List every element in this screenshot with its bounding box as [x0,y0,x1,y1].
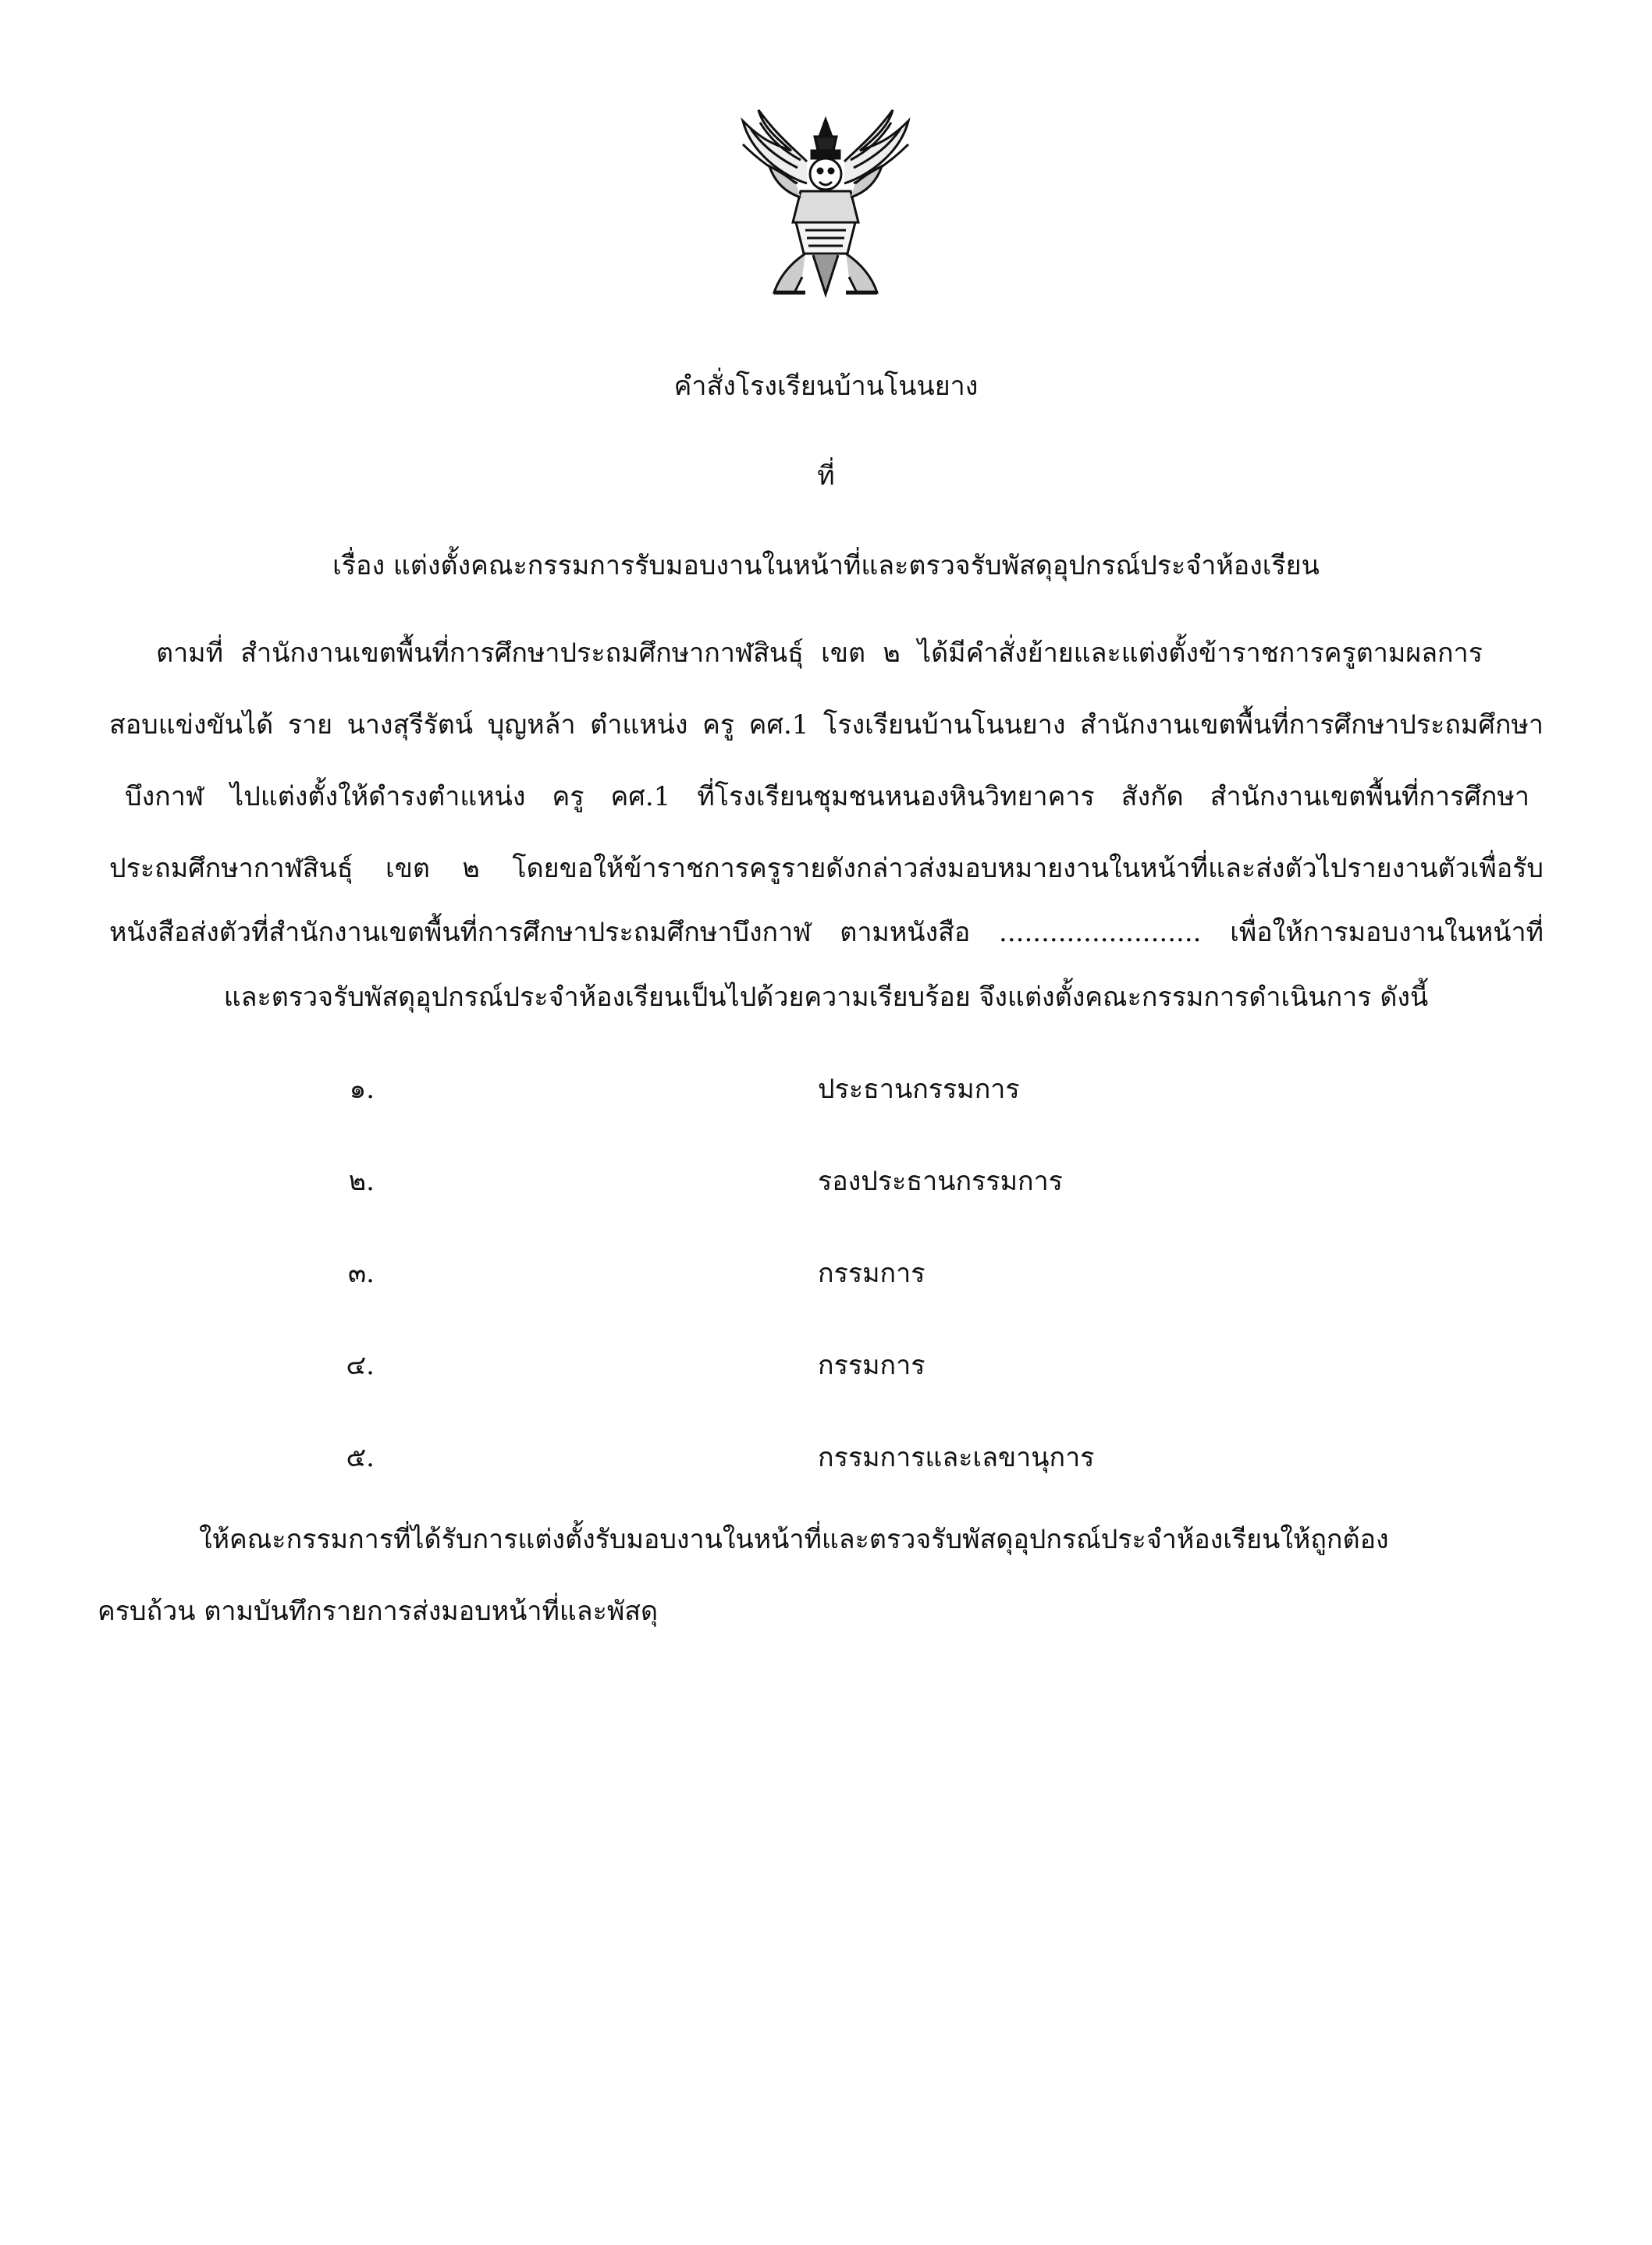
body-line-6: และตรวจรับพัสดุอุปกรณ์ประจำห้องเรียนเป็นไปด้วยความเรียบร้อย จึงแต่งตั้งคณะกรรมการดำเนินการ ดังนี้ [223,982,1429,1013]
committee-role: กรรมการและเลขานุการ [818,1442,1095,1473]
committee-role: กรรมการ [818,1350,925,1381]
body-line-4: ประถมศึกษากาฬสินธุ์ เขต ๒ โดยขอให้ข้าราชการครูรายดังกล่าวส่งมอบหมายงานในหน้าที่และส่งตัวไปรายงานตัวเพื่อรับ [109,853,1544,884]
body-line-5: หนังสือส่งตัวที่สำนักงานเขตพื้นที่การศึกษาประถมศึกษาบึงกาฬ ตามหนังสือ ........................ เพื่อให้การมอบงานในหน้าที่ [109,917,1544,948]
letter-title: คำสั่งโรงเรียนบ้านโนนยาง [673,371,979,402]
committee-number: ๕. [346,1442,375,1473]
order-number-label: ที่ [817,460,835,492]
closing-line-2: ครบถ้วน ตามบันทึกรายการส่งมอบหน้าที่และพัสดุ [98,1596,659,1627]
committee-number: ๑. [349,1074,375,1105]
committee-role: ประธานกรรมการ [818,1074,1020,1105]
closing-line-1: ให้คณะกรรมการที่ได้รับการแต่งตั้งรับมอบงานในหน้าที่และตรวจรับพัสดุอุปกรณ์ประจำห้องเรียนให้ถูกต้อง [199,1524,1389,1555]
garuda-emblem-icon [719,105,932,304]
committee-role: รองประธานกรรมการ [818,1166,1063,1197]
body-line-3: บึงกาฬ ไปแต่งตั้งให้ดำรงตำแหน่ง ครู คศ.1 ที่โรงเรียนชุมชนหนองหินวิทยาคาร สังกัด สำนักงานเขตพื้นที่การศึกษา [125,781,1529,812]
subject-line: เรื่อง แต่งตั้งคณะกรรมการรับมอบงานในหน้าที่และตรวจรับพัสดุอุปกรณ์ประจำห้องเรียน [332,550,1320,581]
committee-role: กรรมการ [818,1258,925,1289]
body-line-1: ตามที่ สำนักงานเขตพื้นที่การศึกษาประถมศึกษากาฬสินธุ์ เขต ๒ ได้มีคำสั่งย้ายและแต่งตั้งข้าราชการครูตามผลการ [156,638,1483,669]
committee-number: ๓. [347,1258,375,1289]
committee-number: ๒. [348,1166,375,1197]
body-line-2: สอบแข่งขันได้ ราย นางสุรีรัตน์ บุญหล้า ตำแหน่ง ครู คศ.1 โรงเรียนบ้านโนนยาง สำนักงานเขตพื้นที่การศึกษาประถมศึกษา [109,709,1544,741]
committee-number: ๔. [346,1350,375,1381]
